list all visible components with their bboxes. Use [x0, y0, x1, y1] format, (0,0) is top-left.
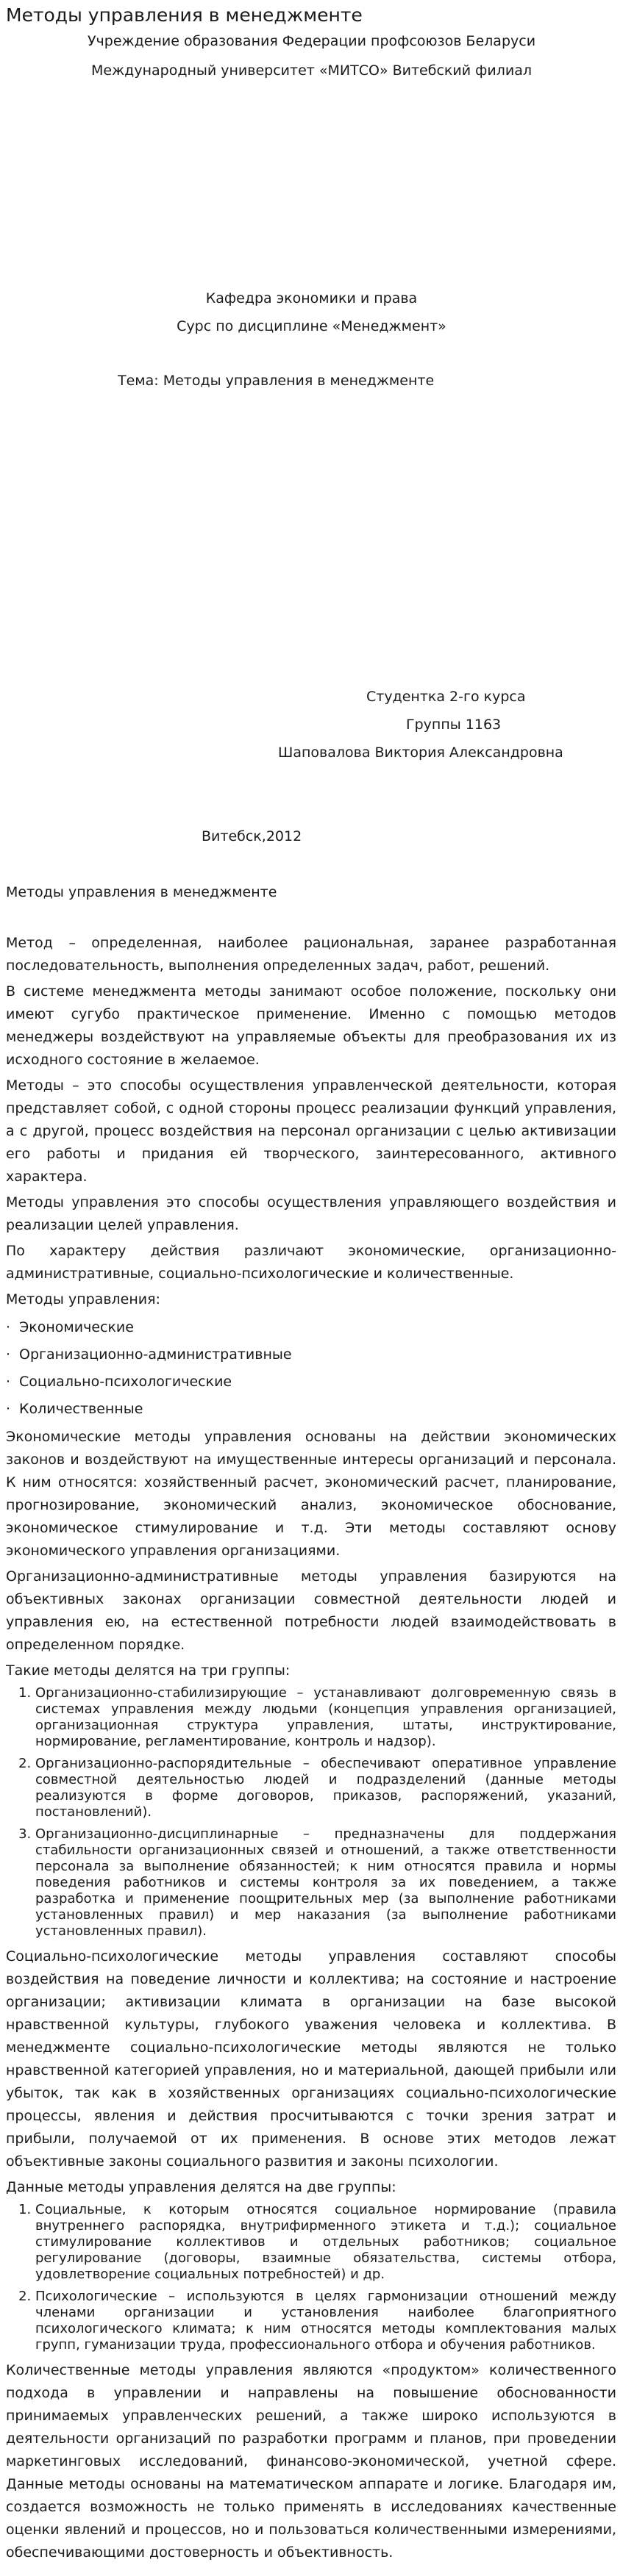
student-year-line: Студентка 2-го курса	[366, 689, 526, 705]
student-group-line: Группы 1163	[406, 717, 502, 733]
methods-heading: Методы управления:	[6, 1291, 160, 1307]
list-item-label: Экономические	[19, 1319, 134, 1335]
student-name-line: Шаповалова Виктория Александровна	[278, 745, 563, 761]
course-line: Сурс по дисциплине «Менеджмент»	[177, 318, 446, 334]
social-groups-list	[6, 2202, 616, 2353]
list-item: 1. Социальные, к которым относятся социальное нормирование (правила внутреннего распорядка, внутрифирменного этикета и т.д.); социальное стимулирование коллективов и отдельных работников; социальное регулирование (договоры, взаимные обязательства, системы отбора, удовлетворение социальных потребностей) и др.	[35, 2202, 616, 2283]
paragraph-methods-influence: Методы управления это способы осуществления управляющего воздействия и реализации целей управления.	[6, 1194, 616, 1233]
paragraph-organizational-methods: Организационно-административные методы управления базируются на объективных законах организации совместной деятельности людей и управления ею, на естественной потребности людей взаимодействовать в определенном порядке.	[6, 1568, 616, 1653]
list-item	[6, 1368, 616, 1396]
paragraph-economic-methods: Экономические методы управления основаны на действии экономических законов и воздействуют на имущественные интересы организаций и персонала. К ним относятся: хозяйственный расчет, экономический расчет, планирование, прогнозирование, экономический анализ, экономическое обоснование, экономическое стимулирование и т.д. Эти методы составляют основу экономического управления организациями.	[6, 1429, 616, 1559]
paragraph-method-definition: Метод – определенная, наиболее рациональная, заранее разработанная последовательность, выполнения определенных задач, работ, решений.	[6, 935, 616, 974]
list-item-label: Организационно-административные	[19, 1346, 292, 1363]
document-body	[6, 932, 616, 2567]
list-item-label: Количественные	[19, 1401, 143, 1417]
methods-list	[6, 1314, 616, 1423]
bullet-marker: ·	[6, 1401, 11, 1417]
department-line: Кафедра экономики и права	[205, 290, 418, 306]
list-item-label: Социально-психологические	[19, 1374, 232, 1390]
organizational-groups-list	[6, 1685, 616, 1940]
groups-heading: Такие методы делятся на три группы:	[6, 1662, 291, 1679]
institution-line-1: Учреждение образования Федерации профсоюзов Беларуси	[87, 33, 536, 49]
list-item: 2. Психологические – используются в целях гармонизации отношений между членами организации и установления наиболее благоприятного психологического климата; к ним относятся методы комплектования малых групп, гуманизации труда, профессионального отбора и обучения работников.	[35, 2289, 616, 2353]
section-title: Методы управления в менеджменте	[6, 884, 277, 900]
list-item	[6, 1314, 616, 1341]
paragraph-methods-activity: Методы – это способы осуществления управленческой деятельности, которая представляет собой, с одной стороны процесс реализации функций управления, а с другой, процесс воздействия на персонал организации с целью активизации его работы и придания ей творческого, заинтересованного, активного характера.	[6, 1077, 616, 1185]
paragraph-methods-role: В системе менеджмента методы занимают особое положение, поскольку они имеют сугубо практическое применение. Именно с помощью методов менеджеры воздействуют на управляемые объекты для преобразования их из исходного состояние в желаемое.	[6, 983, 616, 1068]
document-title: Методы управления в менеджменте	[6, 4, 363, 26]
list-item	[6, 1396, 616, 1423]
institution-line-2: Международный университет «МИТСО» Витебский филиал	[90, 62, 532, 79]
bullet-marker: ·	[6, 1346, 11, 1363]
list-item	[6, 1341, 616, 1368]
bullet-marker: ·	[6, 1319, 11, 1335]
topic-line: Тема: Методы управления в менеджменте	[118, 373, 435, 389]
paragraph-social-psychological-methods: Социально-психологические методы управления составляют способы воздействия на поведение личности и коллектива; на состояние и настроение организации; активизации климата в организации на базе высокой нравственной культуры, глубокого уважения человека и коллектива. В менеджменте социально-психологические методы являются не только нравственной категорией управления, но и материальной, дающей прибыли или убыток, так как в хозяйственных организациях социально-психологические процессы, явления и действия просчитываются с точки зрения затрат и прибыли, получаемой от их применения. В основе этих методов лежат объективные законы социального развития и законы психологии.	[6, 1948, 616, 2170]
social-groups-heading: Данные методы управления делятся на две группы:	[6, 2179, 396, 2195]
list-item: 3. Организационно-дисциплинарные – предназначены для поддержания стабильности организационных связей и отношений, а также ответственности персонала за выполнение обязанностей; к ним относятся правила и нормы поведения работников и системы контроля за их поведением, а также разработка и применение поощрительных мер (за выполнение работниками установленных правил) и мер наказания (за выполнение работниками установленных правил).	[35, 1826, 616, 1940]
paragraph-methods-types: По характеру действия различают экономические, организационно-административные, социально-психологические и количественные.	[6, 1243, 616, 1282]
paragraph-quantitative-methods: Количественные методы управления являются «продуктом» количественного подхода в управлении и направлены на повышение обоснованности принимаемых управленческих решений, а также широко используются в деятельности организаций по разработки программ и планов, при проведении маркетинговых исследований, финансово-экономической, учетной сфере. Данные методы основаны на математическом аппарате и логике. Благодаря им, создается возможность не только применять в исследованиях качественные оценки явлений и процессов, но и пользоваться количественными измерениями, обеспечивающими достоверность и объективность.	[6, 2362, 616, 2561]
list-item: 1. Организационно-стабилизирующие – устанавливают долговременную связь в системах управления между людьми (концепция управления организацией, организационная структура управления, штаты, инструктирование, нормирование, регламентирование, контроль и надзор).	[35, 1685, 616, 1750]
list-item: 2. Организационно-распорядительные – обеспечивают оперативное управление совместной деятельностью людей и подразделений (данные методы реализуются в форме договоров, приказов, распоряжений, указаний, постановлений).	[35, 1756, 616, 1820]
bullet-marker: ·	[6, 1374, 11, 1390]
city-year-line: Витебск,2012	[202, 828, 302, 844]
